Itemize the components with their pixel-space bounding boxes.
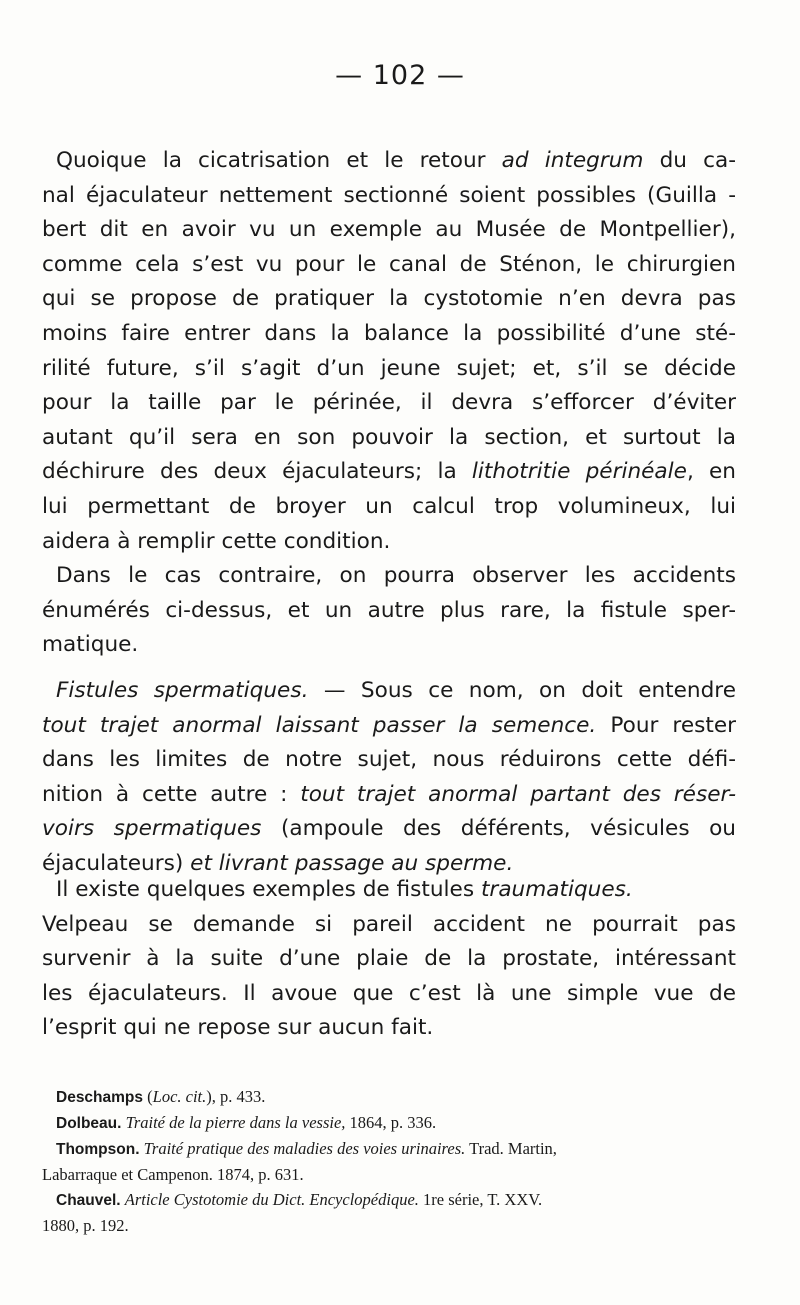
text-line: qui se propose de pratiquer la cystotomie n’en devra pas [42, 286, 736, 312]
text-line: les éjaculateurs. Il avoue que c’est là une simple vue de [42, 980, 736, 1006]
text-line: moins faire entrer dans la balance la possibilité d’une sté- [42, 320, 736, 346]
text-line: Dans le cas contraire, on pourra observer les accidents [56, 563, 736, 589]
reference-item: Deschamps (Loc. cit.), p. 433. [56, 1087, 266, 1106]
text-line: l’esprit qui ne repose sur aucun fait. [42, 1015, 434, 1041]
text-line: pour la taille par le périnée, il devra s’efforcer d’éviter [42, 390, 736, 416]
text-line: matique. [42, 632, 139, 658]
reference-item: Thompson. Traité pratique des maladies des voies urinaires. Trad. Martin, [56, 1139, 557, 1158]
text-line: rilité future, s’il s’agit d’un jeune sujet; et, s’il se décide [42, 355, 736, 381]
paragraph-1 [42, 144, 736, 663]
paragraph-3 [42, 873, 736, 1046]
text-line: lui permettant de broyer un calcul trop volumineux, lui [42, 493, 736, 519]
text-line: dans les limites de notre sujet, nous réduirons cette défi- [42, 747, 736, 773]
text-line: éjaculateurs) et livrant passage au sperme. [42, 850, 514, 876]
text-line: aidera à remplir cette condition. [42, 528, 391, 554]
text-line: comme cela s’est vu pour le canal de Sténon, le chirurgien [42, 251, 736, 277]
text-line: Fistules spermatiques. — Sous ce nom, on doit entendre [56, 678, 736, 703]
text-line: bert dit en avoir vu un exemple au Musée de Montpellier), [42, 217, 736, 243]
text-line: Velpeau se demande si pareil accident ne pourrait pas [42, 911, 736, 937]
text-line: voirs spermatiques (ampoule des déférents, vésicules ou [42, 816, 736, 842]
reference-continuation: 1880, p. 192. [42, 1216, 129, 1235]
text-line: survenir à la suite d’une plaie de la prostate, intéressant [42, 946, 736, 972]
paragraph-2 [42, 674, 736, 882]
text-line: Il existe quelques exemples de fistules traumatiques. [56, 877, 633, 902]
text-line: déchirure des deux éjaculateurs; la lithotritie périnéale, en [42, 459, 736, 485]
references [42, 1084, 742, 1238]
reference-item: Chauvel. Article Cystotomie du Dict. Encyclopédique. 1re série, T. XXV. [56, 1190, 543, 1209]
text-line: énumérés ci-dessus, et un autre plus rare, la fistule sper- [42, 597, 736, 623]
text-line: nal éjaculateur nettement sectionné soient possibles (Guilla - [42, 182, 736, 208]
text-line: autant qu’il sera en son pouvoir la section, et surtout la [42, 424, 736, 450]
text-line: nition à cette autre : tout trajet anormal partant des réser- [42, 781, 736, 807]
page-number: — 102 — [335, 60, 465, 91]
section-heading: Fistules spermatiques. [56, 678, 309, 703]
reference-continuation: Labarraque et Campenon. 1874, p. 631. [42, 1165, 304, 1184]
text-line: Quoique la cicatrisation et le retour ad integrum du ca- [56, 148, 736, 173]
text-line: tout trajet anormal laissant passer la semence. Pour rester [42, 712, 737, 738]
reference-item: Dolbeau. Traité de la pierre dans la vessie, 1864, p. 336. [56, 1113, 437, 1132]
